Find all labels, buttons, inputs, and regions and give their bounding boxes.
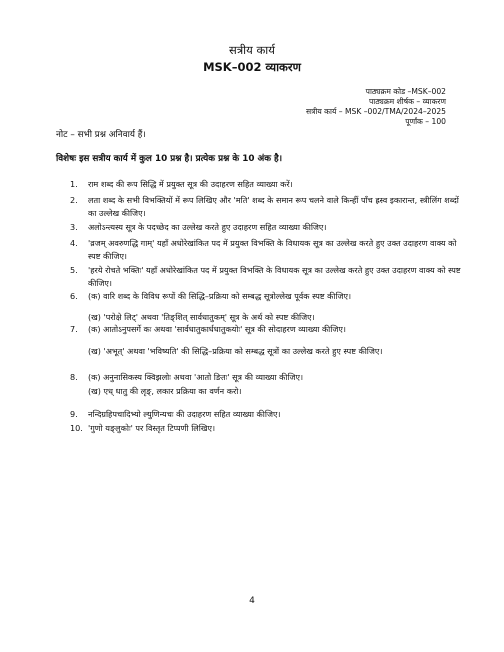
question-9 [70,408,462,421]
question-text: (ख) एध् धातु की लृङ्, लकार प्रक्रिया का वर्णन करो। [88,386,242,396]
question-text: नन्दिग्रहिपचादिभ्यो ल्युणिन्यचः की उदाहरण सहित व्याख्या कीजिए। [88,409,281,419]
question-1 [70,178,462,191]
question-number: 3. [70,222,78,232]
page-title: सत्रीय कार्य [229,43,275,57]
question-6a [70,290,462,303]
question-text: (क) आतोऽनुपसर्गे कः अथवा 'सार्वधातुकार्धधातुकयोः' सूत्र की सोदाहरण व्याख्या कीजिए। [88,324,346,334]
question-5 [70,264,462,289]
question-4 [70,237,462,262]
note-text: नोट – सभी प्रश्न अनिवार्य हैं। [56,130,146,140]
question-text: (ख) 'अभूत्' अथवा 'भविष्यति' की सिद्धि–प्रक्रिया को सम्बद्ध सूत्रों का उल्लेख करते हुए स्पष्ट कीजिए। [88,346,383,356]
question-text: राम शब्द की रूप सिद्धि में प्रयुक्त सूत्र की उदाहरण सहित व्याख्या करें। [88,179,293,189]
question-number: 7. [70,324,78,334]
question-number: 9. [70,409,78,419]
question-8a [70,371,462,384]
question-text: लता शब्द के सभी विभक्तियों में रूप लिखिए और 'मति' शब्द के समान रूप चलने वाले किन्हीं पाँच ह्रस्व इकारान्त, स्त्रीलिंग शब्दों का उल्लेख कीजिए। [88,195,459,218]
question-3 [70,221,462,234]
question-number: 4. [70,238,78,248]
question-text: (क) अनुनासिकस्य क्विझलोः अथवा 'आतो ङितः' सूत्र की व्याख्या कीजिए। [88,372,304,382]
question-7b [70,345,462,358]
question-8b [70,385,462,398]
question-number: 10. [70,423,83,433]
question-text: अलोऽन्त्यस्य सूत्र के पदच्छेद का उल्लेख करते हुए उदाहरण सहित व्याख्या कीजिए। [88,222,327,232]
question-number: 2. [70,195,78,205]
question-text: 'हरये रोचते भक्तिः' यहाँ अधोरेखांकित पद में प्रयुक्त विभक्ति के विधायक सूत्र का उल्लेख करते हुए उक्त उदाहरण वाक्य को स्पष्ट कीजिए। [88,265,461,288]
question-6b [70,311,462,324]
question-text: (क) वारि शब्द के विविध रूपों की सिद्धि–प्रक्रिया को सम्बद्ध सूत्रोल्लेख पूर्वक स्पष्ट कीजिए। [88,291,352,301]
question-7a [70,323,462,336]
question-number: 5. [70,265,78,275]
question-2 [70,194,462,219]
assignment-code: सत्रीय कार्य – MSK –002/TMA/2024–2025 [306,107,446,116]
question-text: (ख) 'परोक्षे लिट्' अथवा 'तिङ्शित् सार्वधातुकम्' सूत्र के अर्थ को स्पष्ट कीजिए। [88,312,315,322]
special-instructions: विशेषः इस सत्रीय कार्य में कुल 10 प्रश्न है। प्रत्येक प्रश्न के 10 अंक है। [56,154,283,164]
question-number: 6. [70,291,78,301]
question-text: 'गुणो यङ्लुकोः' पर विस्तृत टिप्पणी लिखिए। [88,423,216,433]
page-number: 4 [249,596,255,606]
max-marks: पूर्णांक – 100 [405,117,446,126]
question-number: 8. [70,372,78,382]
question-number: 1. [70,179,78,189]
question-text: 'व्रजम् अवरुणद्धि गाम्' यहाँ अधोरेखांकित पद में प्रयुक्त विभक्ति के विधायक सूत्र का उल्लेख करते हुए उक्त उदाहरण वाक्य को स्पष्ट कीजिए। [88,238,457,261]
course-code: पाठ्यक्रम कोड –MSK–002 [365,87,446,96]
page-subtitle: MSK–002 व्याकरण [203,60,301,74]
question-10 [70,422,462,435]
course-title: पाठ्यक्रम शीर्षक – व्याकरण [368,97,446,106]
